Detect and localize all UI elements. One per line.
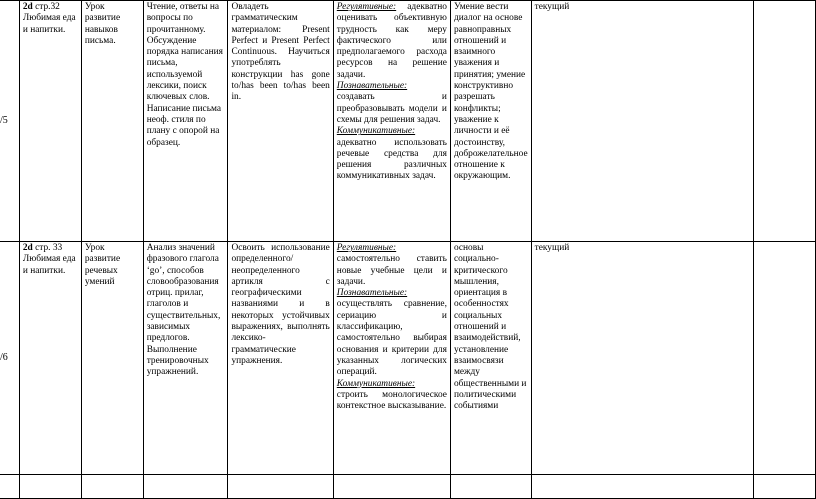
uud-cell [333, 242, 450, 475]
cognitive-text: осуществлять сравнение, сериацию и классификацию, самостоятельно выбирая основания и критерии для указанных логических операций. [336, 299, 447, 378]
table-row [0, 475, 816, 499]
regulative-label: Регулятивные: [336, 2, 397, 12]
lesson-title: Любимая еда и напитки. [22, 13, 76, 35]
control-cell: текущий [531, 242, 754, 475]
empty-cell [531, 475, 754, 499]
lesson-cell [19, 1, 81, 242]
regulative-text: самостоятельно ставить новые учебные цели и задачи. [336, 254, 447, 287]
goals-cell: Освоить использование определенного/ неопределенного артикля с географическими названиями и в некоторых устойчивых выражениях, выполнять лексико-грамматические упражнения. [228, 242, 333, 475]
lesson-page: стр.32 [32, 2, 60, 12]
cognitive-label: Познавательные: [336, 288, 408, 299]
uud-cell [333, 1, 450, 242]
row-number: /5 [0, 1, 19, 242]
empty-cell [450, 475, 531, 499]
activities-cell: Чтение, ответы на вопросы по прочитанному. Обсуждение порядка написания письма, используемой лексики, поиск ключевых слов. Написание письма неоф. стиля по плану с опорой на образец. [143, 1, 228, 242]
empty-cell [143, 475, 228, 499]
lesson-type: Урок развитие навыков письма. [81, 1, 143, 242]
empty-cell [19, 475, 81, 499]
goals-cell: Овладеть грамматическим материалом: Present Perfect и Present Perfect Continuous. Научиться употреблять конструкции has gone to/has been to/has been in. [228, 1, 333, 242]
cognitive-text: создавать и преобразовывать модели и схемы для решения задач. [336, 92, 447, 125]
empty-cell [754, 242, 816, 475]
communicative-text: адекватно использовать речевые средства для решения различных коммуникативных задач. [336, 137, 447, 182]
table-row [0, 1, 816, 242]
regulative-label: Регулятивные: [336, 243, 397, 253]
communicative-label: Коммуникативные: [336, 378, 416, 389]
empty-cell [228, 475, 333, 499]
lesson-cell [19, 242, 81, 475]
lesson-type: Урок развитие речевых умений [81, 242, 143, 475]
empty-cell [754, 475, 816, 499]
empty-cell [81, 475, 143, 499]
control-cell: текущий [531, 1, 754, 242]
activities-cell: Анализ значений фразового глагола ‘go’, способов словообразования отриц. прилаг, глаголов и существительных, зависимых предлогов. Выполнение тренировочных упражнений. [143, 242, 228, 475]
lesson-code: 2d [22, 243, 33, 253]
empty-cell [754, 1, 816, 242]
regulative-text: адекватно оценивать объективную трудность как меру фактического или предполагаемого расхода ресурсов на решение задачи. [336, 2, 447, 80]
personal-results-cell: основы социально-критического мышления, ориентация в особенностях социальных отношений и взаимодействий, установление взаимосвязи между общественными и политическими событиями [450, 242, 531, 475]
empty-cell [0, 475, 19, 499]
empty-cell [333, 475, 450, 499]
lesson-code: 2d [22, 2, 33, 12]
table-row [0, 242, 816, 475]
communicative-text: строить монологическое контекстное высказывание. [336, 389, 447, 412]
lesson-title: Любимая еда и напитки. [22, 254, 76, 276]
communicative-label: Коммуникативные: [336, 126, 416, 137]
lesson-page: стр. 33 [32, 243, 63, 253]
row-number: /6 [0, 242, 19, 475]
personal-results-cell: Умение вести диалог на основе равноправных отношений и взаимного уважения и принятия; умение конструктивно разрешать конфликты; уважение к личности и её достоинству, доброжелательное отношение к окружающим. [450, 1, 531, 242]
cognitive-label: Познавательные: [336, 81, 408, 92]
